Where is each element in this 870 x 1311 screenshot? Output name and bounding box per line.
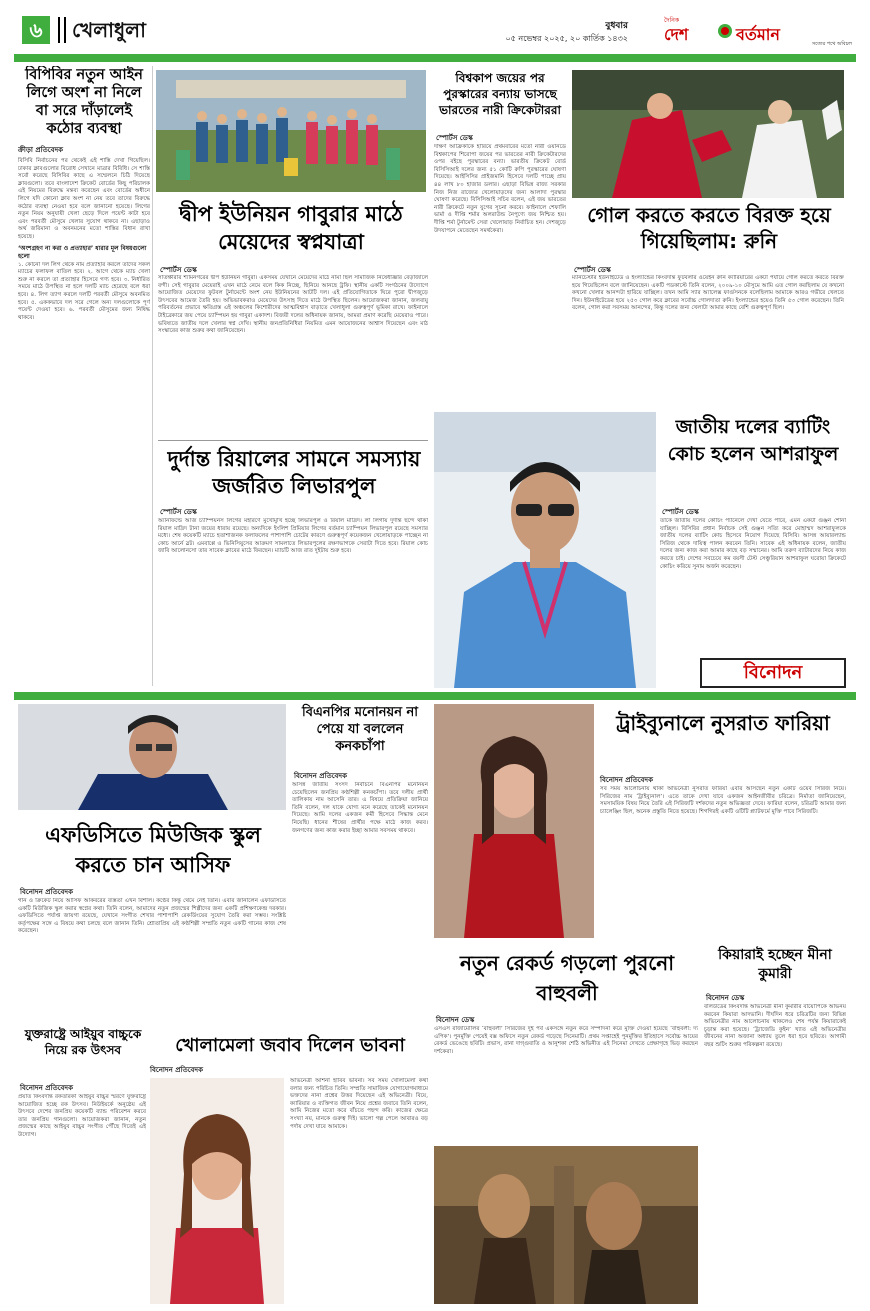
ashraful-byline: স্পোর্টস ডেস্ক [662, 508, 699, 516]
entertainment-bar [14, 692, 856, 700]
nusrat-headline: ট্রাইব্যুনালে নুসরাত ফারিয়া [616, 711, 830, 735]
meena-body: বলিউডের কিংবদন্তি অভিনেত্রী মীনা কুমারীর বায়োপিকে অভিনয় করবেন কিয়ারা আদভানি। দীর্ঘদিন ধরে চরিত্রটির জন্য বিভিন্ন অভিনেত্রীর নাম আলোচনায় থাকলেও শেষ পর্যন্ত কিয়ারাকেই চূড়ান্ত করা হয়েছে। ‘ট্র্যাজেডি কুইন’ খ্যাত এই অভিনেত্রীর জীবনের নানা অজানা অধ্যায় তুলে ধরা হবে ছবিতে। আগামী বছর শুটিং শুরুর পরিকল্পনা রয়েছে। [704, 1004, 846, 1048]
masthead-brand-b: বর্তমান [736, 25, 780, 44]
masthead [656, 12, 856, 50]
rooney-byline: স্পোর্টস ডেস্ক [574, 266, 611, 274]
ashraful-photo [434, 412, 656, 688]
konka-body: আসন্ন জাতীয় সংসদ নির্বাচনে বিএনপির মনোনয়ন চেয়েছিলেন জনপ্রিয় কণ্ঠশিল্পী কনকচাঁপা। তবে দলীয় প্রার্থী তালিকায় নাম আসেনি তার। এ বিষয়ে প্রতিক্রিয়া জানিয়ে তিনি বলেন, দল যাকে যোগ্য মনে করেছে তাকেই মনোনয়ন দিয়েছে। আমি দলের একজন কর্মী হিসেবে সিদ্ধান্ত মেনে নিয়েছি। ধানের শীষের প্রার্থীর পক্ষে মাঠে কাজ করব। জনগণের জন্য কাজ করার ইচ্ছা আমার সবসময় থাকবে। [292, 782, 428, 834]
bhabna-byline: বিনোদন প্রতিবেদক [150, 1066, 203, 1074]
masthead-logo-icon [718, 24, 732, 38]
asif-body: গান ও ক্রিকেট নিয়ে আসিফ আকবরের ব্যস্ততা এখন বিশাল। কণ্ঠের কিন্তু থেমে নেই তিনি। এবার জানালেন এফডিসিতে একটি মিউজিক স্কুল করার স্বপ্নের কথা। তিনি বলেন, আমাদের নতুন প্রজন্মের শিল্পীদের জন্য একটি প্রশিক্ষণকেন্দ্র দরকার। এফডিসিতে পর্যাপ্ত জায়গা রয়েছে, যেখানে সংগীত শেখার পাশাপাশি রেকর্ডিংয়ের সুযোগ তৈরি করা সম্ভব। সংশ্লিষ্ট কর্তৃপক্ষের সঙ্গে এ বিষয়ে কথা চলছে বলে জানান তিনি। শ্রোতাপ্রিয় এই কণ্ঠশিল্পী সম্প্রতি নতুন একটি গানের কাজ শেষ করেছেন। [18, 898, 286, 935]
meena-headline: কিয়ারাই হচ্ছেন মীনা কুমারী [718, 947, 832, 982]
konka-byline: বিনোদন প্রতিবেদক [294, 772, 347, 780]
gabura-body: সাতক্ষীরার শ্যামনগরের দ্বীপ ইউনিয়ন গাবুরা। একসময় যেখানে মেয়েদের মাঠে নামা ছিল সামাজিক নিষেধাজ্ঞার বেড়াজালে বন্দী। সেই গাবুরার মেয়েরাই এখন মাঠে নেমে বলে কিক নিচ্ছে, ছিনিয়ে আনছে ট্রফি। স্থানীয় একটি সংগঠনের উদ্যোগে আয়োজিত মেয়েদের ফুটবল টুর্নামেন্টে অংশ নেয় ইউনিয়নের আটটি দল। এই প্রতিযোগিতাকে ঘিরে পুরো দ্বীপজুড়ে উৎসবের আমেজ তৈরি হয়। অভিভাবকরাও মেয়েদের উৎসাহ দিতে মাঠে উপস্থিত ছিলেন। আয়োজকরা জানান, জলবায়ু পরিবর্তনের প্রভাবে ক্ষতিগ্রস্ত এই অঞ্চলের কিশোরীদের আত্মবিশ্বাস বাড়াতে খেলাধুলা গুরুত্বপূর্ণ ভূমিকা রাখে। ফাইনালে টাইব্রেকারে জয় পেয়ে চ্যাম্পিয়ন হয় গাবুরা একাদশ। বিজয়ী দলের অধিনায়ক জানায়, আমরা প্রমাণ করেছি মেয়েরাও পারে। ভবিষ্যতে জাতীয় দলে খেলার স্বপ্ন দেখি। স্থানীয় জনপ্রতিনিধিরা নিয়মিত এমন আয়োজনের আশ্বাস দিয়েছেন এবং মাঠ সংস্কারের কাজ শুরুর কথা জানিয়েছেন। [158, 275, 428, 335]
rooney-photo [572, 70, 844, 198]
gabura-team-photo [156, 70, 426, 192]
asif-photo [18, 704, 286, 810]
rooney-headline: গোল করতে করতে বিরক্ত হয়ে গিয়েছিলাম: রুনি [587, 203, 831, 253]
nusrat-body: সব সময় আলোচনায় থাকা অভিনেত্রী নুসরাত ফারিয়া এবার আসছেন নতুন একটি ওয়েব সিরিজ নিয়ে। সিরিজের নাম ‘ট্রাইব্যুনাল’। এতে তাকে দেখা যাবে একজন আইনজীবীর চরিত্রে। নির্মাতা জানিয়েছেন, সমসাময়িক বিষয় নিয়ে তৈরি এই সিরিজটি দর্শকদের নতুন অভিজ্ঞতা দেবে। ফারিয়া বলেন, চরিত্রটি আমার জন্য চ্যালেঞ্জিং ছিল, অনেক প্রস্তুতি নিতে হয়েছে। শিগগিরই একটি ওটিটি প্ল্যাটফর্মে মুক্তি পাবে সিরিজটি। [600, 786, 846, 815]
bpl-body: বিসিবি নির্বাচনের পর থেকেই এই শাস্তি দেখা গিয়েছিল। ঢাকার ক্লাবগুলোর বিরোধ সেখানে মাত্রার বিবিধি। সে শাস্তি সর্বো করেছে বিসিবির কাছে এ সম্মেলনে চিঠি দিয়েছে ক্লাবগুলো। তবে বাংলাদেশ ক্রিকেট বোর্ডের কিছু পরিচালক এই নিয়মের বিরুদ্ধে মন্তব্য করেছেন এবং বোর্ডের অধীনে লিগে যদি কোনো ক্লাব অংশ না নেয় তবে তাদের বিরুদ্ধে কঠোর ব্যবস্থা নেওয়া হবে বলে জানানো হয়েছে। লিগের নতুন নিয়ম অনুযায়ী খেলা ছেড়ে দিলে পয়েন্ট কাটা হবে এবং পরবর্তী মৌসুমে খেলার সুযোগ থাকবে না। এছাড়াও অর্থ জরিমানা ও অবনমনের মতো শাস্তির বিধান রাখা হয়েছে। [18, 158, 150, 240]
bpl-byline: ক্রীড়া প্রতিবেদক [18, 146, 64, 154]
bahubali-body: এসএস রাজামৌলির ‘বাহুবলী’ সিরিজের দুই পর্ব একসঙ্গে নতুন করে সম্পাদনা করে মুক্তি দেওয়া হয়েছে ‘বাহুবলী: দ্য এপিক’। পুনর্মুক্তি পেয়েই বক্স অফিসে নতুন রেকর্ড গড়েছে সিনেমাটি। প্রথম সপ্তাহেই পুনর্মুক্তির ইতিহাসে সর্বোচ্চ আয়ের রেকর্ড ভেঙেছে ছবিটি। প্রভাস, রানা দাগ্গুবাতি ও আনুশকা শেঠি অভিনীত এই সিনেমা দেখতে প্রেক্ষাগৃহে ভিড় করছেন দর্শকেরা। [434, 1026, 698, 1055]
ayub-headline: যুক্তরাষ্ট্রে আইয়ুব বাচ্চুকে নিয়ে রক উৎসব [24, 1027, 142, 1057]
liverpool-body: অ্যানফিল্ডে আজ চ্যাম্পিয়নস লিগের মহারণে মুখোমুখি হচ্ছে লিভারপুল ও রিয়াল মাদ্রিদ। লা লিগায় দুর্দান্ত ছন্দে থাকা রিয়াল মাদ্রিদ টানা জয়ের ধারায় রয়েছে। অন্যদিকে ইংলিশ প্রিমিয়ার লিগের বর্তমান চ্যাম্পিয়ন লিভারপুল রয়েছে সমস্যার মধ্যে। শেষ কয়েকটি ম্যাচে হতাশাজনক ফলাফলের পাশাপাশি চোটের কারণে গুরুত্বপূর্ণ কয়েকজন খেলোয়াড়কে পাচ্ছেন না কোচ আর্নে স্লট। এমবাপ্পে ও ভিনিসিয়ুসের আক্রমণ সামলাতে লিভারপুলের রক্ষণভাগকে সেরাটা দিতে হবে। রিয়াল কোচ জাবি আলোনসো তার সাবেক ক্লাবের মাঠে ফিরছেন। ম্যাচটি আজ রাত দুইটায় শুরু হবে। [158, 518, 428, 555]
bahubali-poster [434, 1146, 698, 1304]
liverpool-headline: দুর্দান্ত রিয়ালের সামনে সমস্যায় জর্জরিত লিভারপুল [167, 447, 421, 498]
bahubali-byline: বিনোদন ডেস্ক [436, 1016, 475, 1024]
ayub-body: প্রয়াত কিংবদন্তি রকতারকা আইয়ুব বাচ্চুর স্মরণে যুক্তরাষ্ট্রে আয়োজিত হচ্ছে রক উৎসব। নিউইয়র্কে অনুষ্ঠেয় এই উৎসবে দেশের জনপ্রিয় কয়েকটি ব্যান্ড পরিবেশন করবে তার জনপ্রিয় গানগুলো। আয়োজকরা জানান, নতুন প্রজন্মের কাছে আইয়ুব বাচ্চুর সংগীত পৌঁছে দিতেই এই উদ্যোগ। [18, 1094, 146, 1138]
entertainment-section-title: বিনোদন [743, 662, 803, 683]
column-divider [152, 66, 153, 686]
bhabna-headline: খোলামেলা জবাব দিলেন ভাবনা [175, 1035, 405, 1056]
ayub-byline: বিনোদন প্রতিবেদক [20, 1084, 73, 1092]
issue-date: ০৫ নভেম্বর ২০২৫, ২০ কার্তিক ১৪৩২ [505, 34, 628, 43]
gabura-byline: স্পোর্টস ডেস্ক [160, 266, 197, 274]
bhabna-body: অভিনেত্রী আশনা হাবিব ভাবনা। সব সময় খোলামেলা কথা বলার জন্য পরিচিত তিনি। সম্প্রতি সামাজিক যোগাযোগমাধ্যমে ভক্তদের নানা প্রশ্নের উত্তর দিয়েছেন এই অভিনেত্রী। বিয়ে, ক্যারিয়ার ও ব্যক্তিগত জীবন নিয়ে প্রশ্নের জবাবে তিনি বলেন, আমি নিজের মতো করে বাঁচতে পছন্দ করি। কাজের ক্ষেত্রে সংখ্যা নয়, মানকে গুরুত্ব দিই। ভালো গল্প পেলে আবারও বড় পর্দায় দেখা যাবে আমাকে। [290, 1078, 428, 1130]
womens-wc-byline: স্পোর্টস ডেস্ক [436, 134, 473, 142]
page-header [14, 12, 856, 50]
liverpool-byline: স্পোর্টস ডেস্ক [160, 508, 197, 516]
konka-headline: বিএনপির মনোনয়ন না পেয়ে যা বললেন কনকচাঁপা [301, 705, 419, 754]
page-number: ৬ [22, 16, 50, 44]
bahubali-headline: নতুন রেকর্ড গড়লো পুরনো বাহুবলী [459, 951, 675, 1005]
masthead-daily: দৈনিক [664, 17, 680, 24]
rooney-body: ম্যানচেস্টার ইউনাইটেড ও ইংল্যান্ডের কিংবদন্তি ফুটবলার ওয়েইন রুনি ক্যারিয়ারের একটা পর্যায়ে গোল করতে করতে বিরক্ত হয়ে গিয়েছিলেন বলে জানিয়েছেন। একটি পডকাস্টে তিনি বলেন, ২০০৯-১০ মৌসুমে আমি এত গোল করছিলাম যে কখনো কখনো খেলার আনন্দটা হারিয়ে যাচ্ছিল। তখন আমি স্যার অ্যালেক্স ফার্গুসনকে বলেছিলাম আমাকে আরও গভীরে খেলতে দিন। ইউনাইটেডের হয়ে ২৫৩ গোল করে ক্লাবের সর্বোচ্চ গোলদাতা রুনি। ইংল্যান্ডের হয়েও তিনি ৫৩ গোল করেছেন। তিনি বলেন, গোল করা সবসময় আনন্দের, কিন্তু দলের জন্য খেলাটা আমার কাছে বেশি গুরুত্বপূর্ণ ছিল। [572, 275, 844, 312]
bpl-headline: বিপিবির নতুন আইন লিগে অংশ না নিলে বা সরে দাঁড়ালেই কঠোর ব্যবস্থা [25, 67, 143, 137]
asif-headline: এফডিসিতে মিউজিক স্কুল করতে চান আসিফ [45, 823, 261, 877]
bhabna-photo [150, 1078, 284, 1304]
bpl-story [18, 66, 150, 688]
asif-byline: বিনোদন প্রতিবেদক [20, 888, 73, 896]
ashraful-headline: জাতীয় দলের ব্যাটিং কোচ হলেন আশরাফুল [667, 416, 839, 465]
bpl-points: ১. কোনো দল লিগ থেকে নাম প্রত্যাহার করলে তাদের সকল ম্যাচের ফলাফল বাতিল হবে। ২. আগে থেকে ম্যাচ খেলা শুরু না করলে তা প্রত্যাহার হিসেবে গণ্য হবে। ৩. নির্ধারিত সময়ে মাঠে উপস্থিত না হলে দলটি ম্যাচ হেরেছে বলে ধরা হবে। ৪. লিগ ত্যাগ করলে দলটি পরবর্তী মৌসুমে অবনমিত হবে। ৫. এককভাবে দল সরে গেলে অন্য দলগুলোকে পূর্ণ পয়েন্ট দেওয়া হবে। ৬. পরবর্তী মৌসুমের জন্য নিষিদ্ধ থাকবে। [18, 261, 150, 321]
entertainment-banner [700, 658, 846, 688]
header-bar [14, 54, 856, 62]
womens-wc-headline: বিশ্বকাপ জয়ের পর পুরস্কারের বন্যায় ভাসছে ভারতের নারী ক্রিকেটাররা [439, 71, 561, 117]
gabura-headline: দ্বীপ ইউনিয়ন গাবুরার মাঠে মেয়েদের স্বপ্নযাত্রা [179, 202, 403, 254]
bpl-subhead: ‘অংশগ্রহণ না করা ও প্রত্যাহার’ ধারার মূল বিষয়গুলো হলো [18, 244, 147, 260]
masthead-brand-a: দেশ [664, 25, 689, 44]
masthead-tagline: সত্যের পথে অবিচল [811, 41, 852, 47]
meena-byline: বিনোদন ডেস্ক [706, 994, 745, 1002]
womens-wc-body: দক্ষিণ আফ্রিকাকে হারিয়ে প্রথমবারের মতো নারী ওয়ানডে বিশ্বকাপের শিরোপা জয়ের পর ভারতের নারী ক্রিকেটারদের ওপর বইছে পুরস্কারের বন্যা। ভারতীয় ক্রিকেট বোর্ড বিসিসিআই দলের জন্য ৫১ কোটি রুপি পুরস্কারের ঘোষণা দিয়েছে। আইসিসির প্রাইজমানি হিসেবে দলটি পাচ্ছে প্রায় ৪৪ লাখ ৮০ হাজার ডলার। এছাড়া বিভিন্ন রাজ্য সরকার নিজ নিজ রাজ্যের খেলোয়াড়দের জন্য আলাদা পুরস্কার ঘোষণা করেছে। বিসিসিআই সচিব বলেন, এই জয় ভারতের নারী ক্রিকেটে নতুন যুগের সূচনা করবে। ফাইনালে শেফালি ভার্মা ও দীপ্তি শর্মার অলরাউন্ড নৈপুণ্যে জয় নিশ্চিত হয়। দীপ্তি শর্মা টুর্নামেন্ট সেরা খেলোয়াড় নির্বাচিত হন। দেশজুড়ে উদযাপনে মেতেছেন সমর্থকেরা। [434, 144, 566, 234]
section-title: খেলাধুলা [72, 18, 146, 42]
nusrat-byline: বিনোদন প্রতিবেদক [600, 776, 653, 784]
ashraful-body: তাকে জাতীয় দলের কোচিং প্যানেলে দেখা যেতে পারে, এমন একটা গুঞ্জন শোনা যাচ্ছিল। বিসিবির প্রধান নির্বাচক সেই গুঞ্জন সত্যি করে মোহাম্মদ আশরাফুলকে জাতীয় দলের ব্যাটিং কোচ হিসেবে নিয়োগ দিয়েছে বিসিবি। আসন্ন আয়ারল্যান্ড সিরিজ থেকে দায়িত্ব পালন করবেন তিনি। সাবেক এই অধিনায়ক বলেন, জাতীয় দলের জন্য কাজ করা আমার কাছে বড় সম্মানের। আমি তরুণ ব্যাটারদের নিয়ে কাজ করতে চাই। দেশের সবচেয়ে কম বয়সী টেস্ট সেঞ্চুরিয়ান আশরাফুল ঘরোয়া ক্রিকেটে কোচিং করিয়ে সুনাম অর্জন করেছেন। [660, 518, 846, 570]
nusrat-photo [434, 704, 594, 938]
issue-day: বুধবার [605, 21, 628, 31]
